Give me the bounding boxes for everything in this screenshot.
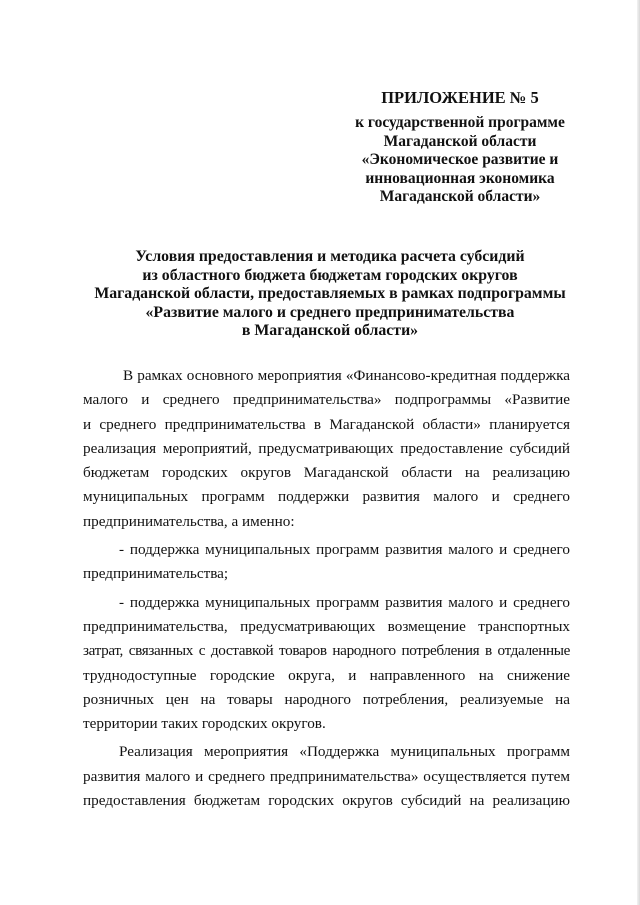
list-item <box>83 591 570 737</box>
paragraph <box>83 740 570 813</box>
paragraph-line: затрат, связанных с доставкой товаров народного потребления в отдаленные <box>83 642 570 660</box>
document-body <box>83 364 570 813</box>
paragraph-line: труднодоступные городские округа, и направленного на снижение <box>83 666 570 684</box>
paragraph-line: предпринимательства, а именно: <box>83 512 295 530</box>
paragraph-line: малого и среднего предпринимательства» подпрограммы «Развитие <box>83 391 570 409</box>
paragraph-line: развития малого и среднего предпринимательства» осуществляется путем <box>83 767 570 785</box>
appendix-reference-line: «Экономическое развитие и <box>361 151 559 168</box>
paragraph-line: и среднего предпринимательства в Магаданской области» планируется <box>83 415 570 433</box>
appendix-reference-line: инновационная экономика <box>365 169 555 187</box>
title-line: Магаданской области, предоставляемых в рамках подпрограммы <box>94 285 566 302</box>
paragraph-line: муниципальных программ поддержки развития малого и среднего <box>83 488 570 506</box>
list-item <box>83 538 570 587</box>
title-line: в Магаданской области» <box>241 322 419 339</box>
title-line: Условия предоставления и методика расчета субсидий <box>135 248 525 265</box>
paragraph <box>83 364 570 534</box>
document-title <box>60 248 600 341</box>
title-line: «Развитие малого и среднего предпринимательства <box>145 303 515 321</box>
paragraph-line: бюджетам городских округов Магаданской области на реализацию <box>83 464 570 482</box>
title-line: из областного бюджета бюджетам городских округов <box>142 266 518 284</box>
appendix-number: ПРИЛОЖЕНИЕ № 5 <box>381 88 539 107</box>
paragraph-line: розничных цен на товары народного потребления, реализуемые на <box>83 690 570 708</box>
paragraph-line: Реализация мероприятия «Поддержка муниципальных программ <box>119 743 570 761</box>
appendix-reference-line: Магаданской области <box>383 132 537 150</box>
paragraph-line: предпринимательства, предусматривающих возмещение транспортных <box>83 617 570 635</box>
paragraph-line: территории таких городских округов. <box>83 715 326 733</box>
paragraph-line: - поддержка муниципальных программ развития малого и среднего <box>119 593 570 611</box>
paragraph-line: предоставления бюджетам городских округов субсидий на реализацию <box>83 792 570 810</box>
appendix-reference-line: Магаданской области» <box>379 188 541 205</box>
paragraph-line: - поддержка муниципальных программ развития малого и среднего <box>119 541 570 559</box>
appendix-reference-line: к государственной программе <box>355 114 565 131</box>
paragraph-line: предпринимательства; <box>83 565 229 583</box>
appendix-header <box>330 88 590 207</box>
paragraph-line: реализация мероприятий, предусматривающих предоставление субсидий <box>83 439 570 457</box>
paragraph-line: В рамках основного мероприятия «Финансово-кредитная поддержка <box>123 367 570 384</box>
